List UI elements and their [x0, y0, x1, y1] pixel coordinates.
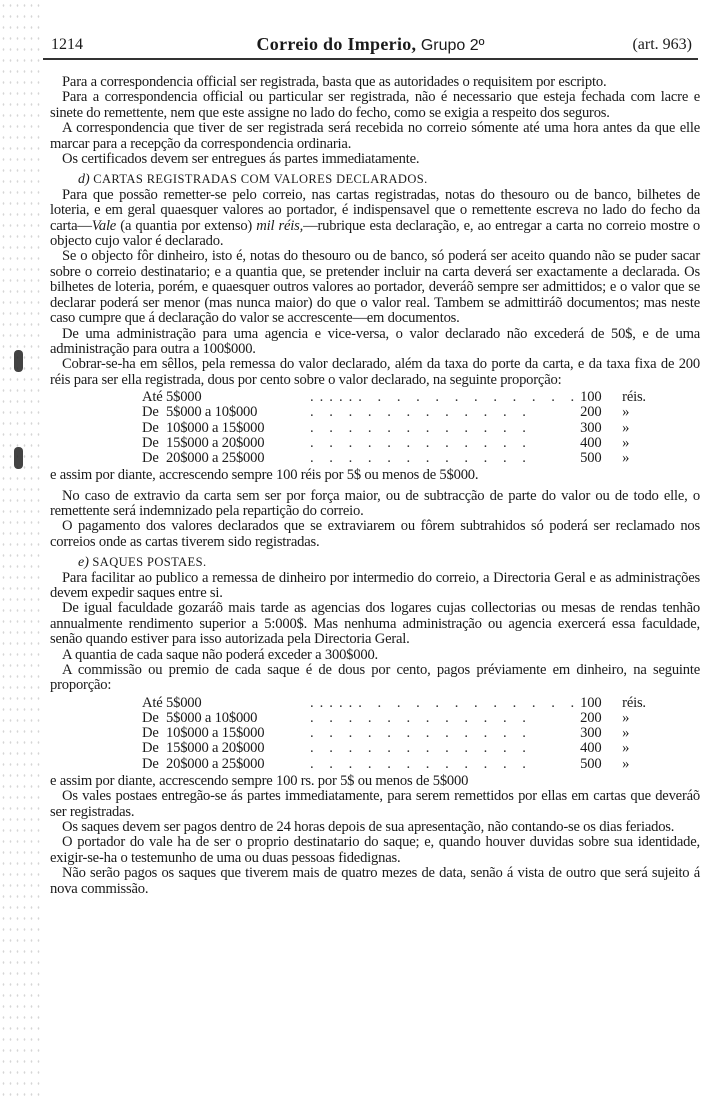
rate-amount: 400	[580, 740, 602, 757]
article-reference: (art. 963)	[632, 36, 692, 53]
rate-table-registered	[142, 390, 646, 466]
rate-row	[142, 436, 646, 451]
rate-lead: De	[142, 449, 159, 466]
rate-range: 15$000 a 20$000	[166, 434, 265, 451]
text-run: Para que possão remetter-se pelo correio, nas cartas registradas, notas do thesouro ou de banco, bilhetes de loteria, e em geral quaesquer valores ao portador, é indispensavel que o remettente escreva no lado do fecho da carta—	[50, 186, 700, 234]
rate-range: 20$000 a 25$000	[166, 449, 265, 466]
page-number: 1214	[51, 36, 83, 53]
rate-row	[142, 451, 646, 466]
rate-amount: 100	[580, 389, 602, 406]
paragraph: De uma administração para uma agencia e vice-versa, o valor declarado não excederá de 50$, e de uma administração para outra a 100$000.	[50, 325, 700, 357]
text-run: —rubrique esta declaração, e, ao entregar a carta no correio mostre o objecto cujo valor é declarado.	[50, 217, 700, 250]
rate-row	[142, 390, 646, 405]
rate-lead: De	[142, 755, 159, 772]
rate-lead: De	[142, 725, 159, 742]
rate-amount: 200	[580, 710, 602, 727]
ink-blot	[14, 447, 23, 469]
leader-dots: . . . . . . . . . . . .	[310, 740, 532, 757]
rate-lead: De	[142, 710, 159, 727]
rate-amount: 300	[580, 725, 602, 742]
rate-amount: 200	[580, 404, 602, 421]
section-letter: e)	[78, 555, 89, 571]
section-title: SAQUES POSTAES.	[92, 555, 207, 570]
leader-dots: . . . . . . . . . . . .	[310, 725, 532, 742]
rate-range: 15$000 a 20$000	[166, 740, 265, 757]
rate-lead: De	[142, 419, 159, 436]
rate-row	[142, 696, 646, 711]
rate-unit: »	[622, 740, 630, 757]
rate-amount: 500	[580, 449, 602, 466]
rate-lead: De	[142, 740, 159, 757]
rate-row	[142, 741, 646, 756]
rate-row	[142, 405, 646, 420]
rate-lead: Até	[142, 694, 163, 711]
paragraph: Cobrar-se-ha em sêllos, pela remessa do valor declarado, além da taxa do porte da carta, e da taxa fixa de 200 réis para ser ella registrada, dous por cento sobre o valor declarado, na seguinte proporção:	[50, 356, 700, 388]
leader-dots: . . . . . . . . . . . .	[310, 404, 532, 421]
document-body	[50, 75, 700, 897]
rate-amount: 400	[580, 434, 602, 451]
rate-unit: »	[622, 419, 630, 436]
rate-unit: »	[622, 449, 630, 466]
leader-dots: ...... . . . . . . . . . . .	[310, 389, 581, 406]
paragraph: De igual faculdade gozaráõ mais tarde as agencias dos logares cujas collectorias ou mesas de rendas tenhão annualmente rendimento superior a 5:000$. Mas nenhuma administração ou agencia exercerá essa faculdade, senão quando estiver para isso autorizada pela Directoria Geral.	[50, 600, 700, 648]
leader-dots: . . . . . . . . . . . .	[310, 419, 532, 436]
paragraph: Para a correspondencia official ser registrada, basta que as autoridades o requisitem por escripto.	[62, 74, 607, 90]
paragraph: No caso de extravio da carta sem ser por força maior, ou de subtracção de parte do valor ou de todo elle, o remettente será indemnizado pela repartição do correio.	[50, 487, 700, 519]
ink-blot	[14, 350, 23, 372]
title-bold: Correio do Imperio,	[256, 34, 417, 54]
rate-lead: De	[142, 434, 159, 451]
section-letter: d)	[78, 172, 90, 188]
rate-row	[142, 726, 646, 741]
paragraph: e assim por diante, accrescendo sempre 100 réis por 5$ ou menos de 5$000.	[50, 467, 479, 484]
leader-dots: . . . . . . . . . . . .	[310, 434, 532, 451]
rate-range: 20$000 a 25$000	[166, 755, 265, 772]
rate-row	[142, 711, 646, 726]
paragraph: A quantia de cada saque não poderá exceder a 300$000.	[62, 646, 378, 663]
paragraph: Para a correspondencia official ou particular ser registrada, não é necessario que esteja fechada com lacre e sinete do remettente, nem que este assigne no lado do fecho, como se exigia a respeito dos seguros.	[50, 89, 700, 121]
rate-amount: 100	[580, 694, 602, 711]
rate-unit: »	[622, 725, 630, 742]
section-heading-e	[50, 555, 700, 570]
header-rule	[43, 58, 698, 60]
paragraph: Não serão pagos os saques que tiverem mais de quatro mezes de data, senão á vista de outro que será sujeito á nova commissão.	[50, 865, 700, 897]
paragraph: O pagamento dos valores declarados que se extraviarem ou fôrem subtrahidos só poderá ser reclamado nos correios onde as cartas tiverem sido registradas.	[50, 518, 700, 550]
rate-row	[142, 421, 646, 436]
italic-term-mil-reis: mil réis,	[256, 217, 304, 234]
rate-unit: »	[622, 404, 630, 421]
paragraph: A commissão ou premio de cada saque é de dous por cento, pagos préviamente em dinheiro, na seguinte proporção:	[50, 662, 700, 694]
rate-lead: Até	[142, 389, 163, 406]
paragraph: Os saques devem ser pagos dentro de 24 horas depois de sua apresentação, não contando-se os dias feriados.	[62, 819, 675, 836]
rate-table-postal-orders	[142, 696, 646, 772]
section-title: CARTAS REGISTRADAS COM VALORES DECLARADOS.	[93, 172, 428, 187]
paragraph: O portador do vale ha de ser o proprio destinatario do saque; e, quando houver duvidas sobre sua identidade, exigir-se-ha o testemunho de uma ou duas pessoas fidedignas.	[50, 834, 700, 866]
rate-amount: 300	[580, 419, 602, 436]
rate-range: 5$000	[166, 694, 202, 711]
rate-range: 10$000 a 15$000	[166, 725, 265, 742]
rate-range: 5$000 a 10$000	[166, 710, 258, 727]
paragraph: A correspondencia que tiver de ser registrada será recebida no correio sómente até uma hora antes da que elle marcar para a recepção da correspondencia ordinaria.	[50, 120, 700, 152]
running-header	[43, 34, 698, 56]
paragraph: Os certificados devem ser entregues ás partes immediatamente.	[62, 151, 420, 168]
rate-range: 5$000 a 10$000	[166, 404, 258, 421]
paragraph: Se o objecto fôr dinheiro, isto é, notas do thesouro ou de banco, só poderá ser aceito quando não se puder sacar sobre o correio destinatario; e a quantia que, se pretender incluir na carta deverá ser exactamente a declarada. Os bilhetes de loteria, porém, e quaesquer outros valores ao portador, deveráõ sempre ser admittidos; e o valor que se declarar poderá ser menor (mas nunca maior) do que o valor real. Tambem se admittiráõ documentos; mas neste caso cumpre que á declaração do valor se accrescente—em documentos.	[50, 248, 700, 327]
scan-margin-noise	[0, 0, 40, 1101]
rate-amount: 500	[580, 755, 602, 772]
running-title	[43, 34, 698, 55]
leader-dots: . . . . . . . . . . . .	[310, 710, 532, 727]
rate-lead: De	[142, 404, 159, 421]
paragraph	[50, 188, 700, 250]
rate-unit: réis.	[622, 389, 646, 406]
title-group: Grupo 2º	[420, 37, 485, 54]
paragraph: Os vales postaes entregão-se ás partes immediatamente, para serem remettidos por ellas em cartas que deveráõ ser registradas.	[50, 788, 700, 820]
leader-dots: ...... . . . . . . . . . . .	[310, 694, 581, 711]
paragraph: e assim por diante, accrescendo sempre 100 rs. por 5$ ou menos de 5$000	[50, 772, 469, 789]
rate-range: 5$000	[166, 389, 202, 406]
italic-term-vale: Vale	[91, 217, 117, 234]
leader-dots: . . . . . . . . . . . .	[310, 755, 532, 772]
rate-unit: »	[622, 434, 630, 451]
rate-unit: réis.	[622, 694, 646, 711]
rate-row	[142, 757, 646, 772]
rate-range: 10$000 a 15$000	[166, 419, 265, 436]
leader-dots: . . . . . . . . . . . .	[310, 449, 532, 466]
text-run: (a quantia por extenso)	[116, 217, 257, 234]
rate-unit: »	[622, 755, 630, 772]
rate-unit: »	[622, 710, 630, 727]
section-heading-d	[50, 172, 700, 187]
paragraph: Para facilitar ao publico a remessa de dinheiro por intermedio do correio, a Directoria Geral e as administrações devem expedir saques entre si.	[50, 569, 700, 601]
